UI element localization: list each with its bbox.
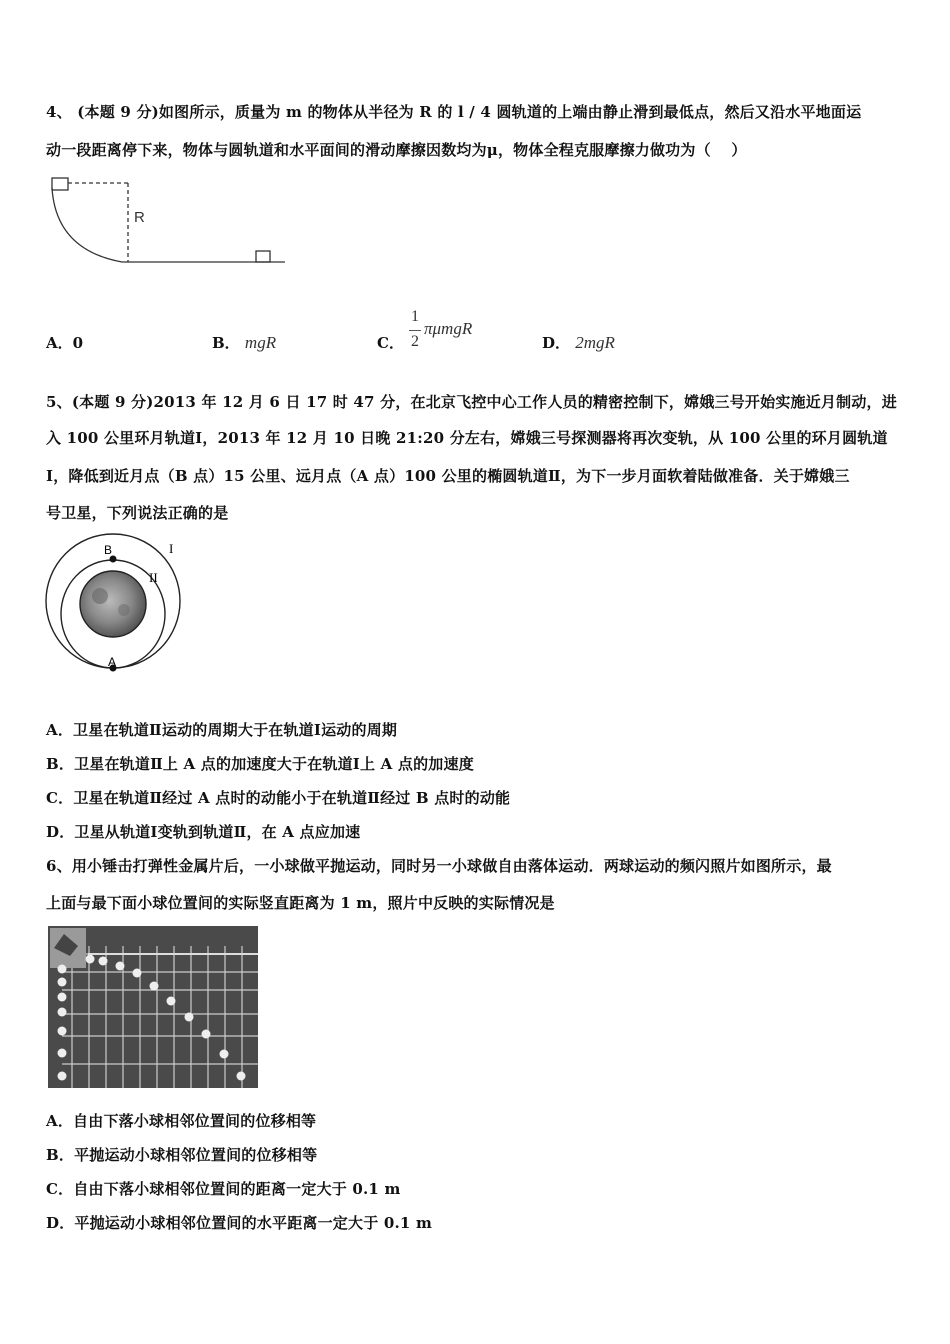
- projectile-ball: [133, 969, 142, 978]
- option-label: D．: [542, 334, 571, 352]
- projectile-ball: [202, 1030, 211, 1039]
- free-fall-ball: [58, 1072, 67, 1081]
- orbit-1-label: I: [169, 541, 174, 556]
- fraction-numerator: 1: [411, 308, 419, 325]
- moon-image: [80, 571, 146, 637]
- free-fall-ball: [58, 1027, 67, 1036]
- projectile-ball: [185, 1013, 194, 1022]
- q5-option-b[interactable]: B．卫星在轨道Ⅱ上 A 点的加速度大于在轨道Ⅰ上 A 点的加速度: [46, 755, 474, 773]
- q4-option-b[interactable]: [212, 333, 276, 353]
- q5-text-line-1: 5、(本题 9 分)2013 年 12 月 6 日 17 时 47 分，在北京飞控中心工作人员的精密控制下，嫦娥三号开始实施近月制动，进: [46, 393, 897, 411]
- q6-text-line-2: 上面与最下面小球位置间的实际竖直距离为 1 m，照片中反映的实际情况是: [46, 894, 555, 912]
- q4-text-line-2: 动一段距离停下来，物体与圆轨道和水平面间的滑动摩擦因数均为μ，物体全程克服摩擦力做功为（ ）: [46, 141, 747, 159]
- point-a-label: A: [108, 655, 117, 669]
- orbit-2-label: II: [149, 570, 158, 585]
- option-label: B．: [212, 334, 240, 352]
- free-fall-ball: [58, 965, 67, 974]
- q6-option-d[interactable]: D．平抛运动小球相邻位置间的水平距离一定大于 0.1 m: [46, 1214, 433, 1232]
- q5-text-line-2: 入 100 公里环月轨道Ⅰ，2013 年 12 月 10 日晚 21:20 分左右，嫦娥三号探测器将再次变轨，从 100 公里的环月圆轨道: [46, 429, 888, 447]
- q4-track-figure: [40, 170, 300, 270]
- q4-text-line-1: 4、 (本题 9 分)如图所示，质量为 m 的物体从半径为 R 的 l / 4 圆轨道的上端由静止滑到最低点，然后又沿水平地面运: [46, 103, 862, 121]
- fraction-denominator: 2: [411, 333, 419, 350]
- projectile-ball: [167, 997, 176, 1006]
- free-fall-ball: [58, 1049, 67, 1058]
- q5-option-a[interactable]: A．卫星在轨道Ⅱ运动的周期大于在轨道Ⅰ运动的周期: [46, 721, 398, 739]
- option-label: A．: [46, 334, 73, 352]
- q4-option-d[interactable]: [542, 333, 615, 353]
- q5-text-line-4: 号卫星，下列说法正确的是: [46, 504, 229, 522]
- q4-option-c[interactable]: [377, 333, 404, 353]
- q4-option-a[interactable]: [46, 333, 83, 353]
- free-fall-ball: [58, 1008, 67, 1017]
- option-value: 2mgR: [575, 333, 615, 352]
- projectile-ball: [150, 982, 159, 991]
- fraction-bar: [409, 330, 421, 331]
- radius-label: R: [134, 209, 145, 226]
- projectile-ball: [116, 962, 125, 971]
- q6-option-a[interactable]: A．自由下落小球相邻位置间的位移相等: [46, 1112, 317, 1130]
- q5-option-d[interactable]: D．卫星从轨道Ⅰ变轨到轨道Ⅱ，在 A 点应加速: [46, 823, 361, 841]
- projectile-ball: [220, 1050, 229, 1059]
- q4-option-c-value: πμmgR: [424, 319, 473, 338]
- option-label: C．: [377, 334, 404, 352]
- q6-option-c[interactable]: C．自由下落小球相邻位置间的距离一定大于 0.1 m: [46, 1180, 401, 1198]
- projectile-ball: [99, 957, 108, 966]
- q6-text-line-1: 6、用小锤击打弹性金属片后，一小球做平抛运动，同时另一小球做自由落体运动．两球运动的频闪照片如图所示，最: [46, 857, 832, 875]
- projectile-ball: [237, 1072, 246, 1081]
- projectile-ball: [86, 955, 95, 964]
- option-value: mgR: [244, 333, 277, 352]
- q5-text-line-3: Ⅰ，降低到近月点（B 点）15 公里、远月点（A 点）100 公里的椭圆轨道Ⅱ，为下一步月面软着陆做准备．关于嫦娥三: [46, 467, 850, 485]
- strobe-photo-figure: [48, 926, 258, 1088]
- q5-option-c[interactable]: C．卫星在轨道Ⅱ经过 A 点时的动能小于在轨道Ⅱ经过 B 点时的动能: [46, 789, 511, 807]
- free-fall-ball: [58, 993, 67, 1002]
- q6-option-b[interactable]: B．平抛运动小球相邻位置间的位移相等: [46, 1146, 318, 1164]
- point-b-label: B: [104, 543, 113, 557]
- option-value: 0: [72, 334, 84, 352]
- free-fall-ball: [58, 978, 67, 987]
- moon-orbit-figure: [40, 530, 200, 680]
